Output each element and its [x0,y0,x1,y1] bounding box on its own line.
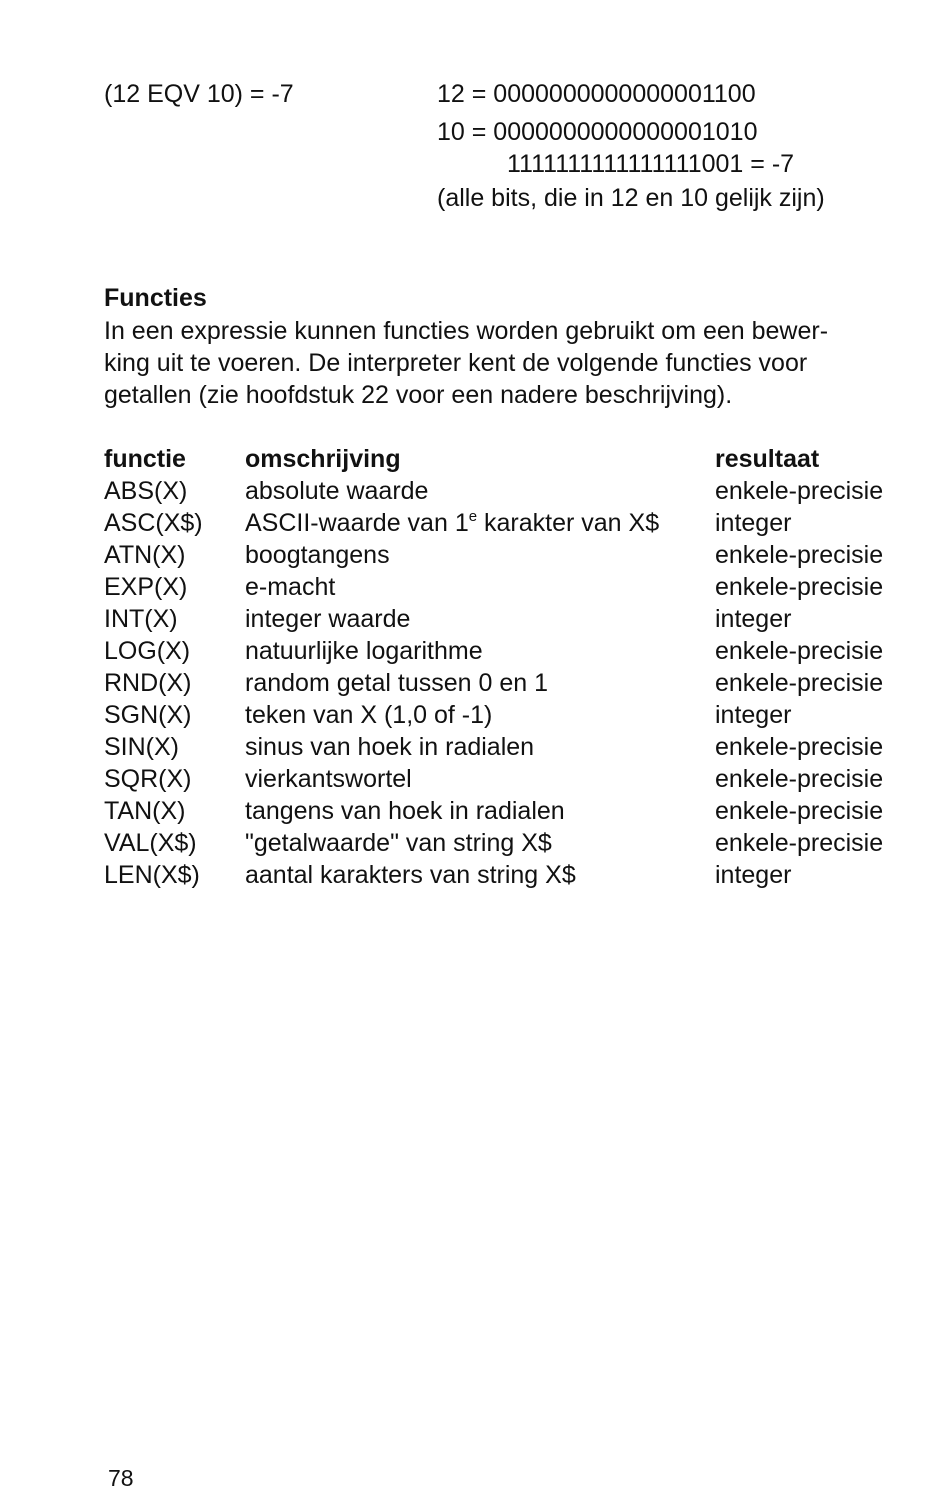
function-name: SIN(X) [104,733,179,761]
header-omschrijving: omschrijving [245,445,401,473]
function-name: ATN(X) [104,541,186,569]
function-result: enkele-precisie [715,669,884,697]
function-description: aantal karakters van string X$ [245,861,576,889]
function-name: INT(X) [104,605,178,633]
table-row [104,731,935,763]
header-functie: functie [104,445,186,473]
function-result: enkele-precisie [715,733,884,761]
binary-row-12: 12 = 0000000000000001100 [437,80,756,108]
description-text: ASCII-waarde van 1 [245,509,469,537]
section-paragraph [104,315,934,411]
paragraph-line: king uit te voeren. De interpreter kent de volgende functies voor [104,349,808,377]
function-description: teken van X (1,0 of -1) [245,701,493,729]
function-name: EXP(X) [104,573,188,601]
table-row [104,539,935,571]
table-row [104,475,935,507]
function-result: integer [715,605,792,633]
table-row [104,507,935,539]
function-description: e-macht [245,573,336,601]
paragraph-line: In een expressie kunnen functies worden gebruikt om een bewer- [104,317,829,345]
function-name: SGN(X) [104,701,192,729]
eqv-note: (alle bits, die in 12 en 10 gelijk zijn) [437,184,825,212]
table-row [104,571,935,603]
function-name: SQR(X) [104,765,192,793]
function-result: enkele-precisie [715,829,884,857]
function-description: absolute waarde [245,477,429,505]
function-name: TAN(X) [104,797,186,825]
table-row [104,635,935,667]
binary-row-result: 1111111111111111001 = -7 [507,150,795,178]
table-row [104,699,935,731]
function-description [245,507,715,539]
section-heading: Functies [104,284,207,312]
eqv-expression: (12 EQV 10) = -7 [104,80,294,108]
function-description: vierkantswortel [245,765,412,793]
function-description: sinus van hoek in radialen [245,733,535,761]
function-result: enkele-precisie [715,573,884,601]
function-name: LOG(X) [104,637,191,665]
description-text: karakter van X$ [477,509,660,537]
function-description: tangens van hoek in radialen [245,797,565,825]
superscript: e [468,507,478,525]
table-row [104,603,935,635]
binary-row-10: 10 = 0000000000000001010 [437,118,758,146]
function-result: enkele-precisie [715,637,884,665]
function-description: natuurlijke logarithme [245,637,483,665]
function-name: VAL(X$) [104,829,197,857]
function-table [104,443,935,891]
table-row [104,795,935,827]
table-row [104,827,935,859]
function-result: integer [715,701,792,729]
table-header-row [104,443,935,475]
function-description: random getal tussen 0 en 1 [245,669,548,697]
function-name: ABS(X) [104,477,188,505]
table-row [104,667,935,699]
header-resultaat: resultaat [715,445,820,473]
function-result: enkele-precisie [715,477,884,505]
table-row [104,763,935,795]
function-description: boogtangens [245,541,390,569]
function-name: LEN(X$) [104,861,200,889]
function-description: integer waarde [245,605,411,633]
function-result: enkele-precisie [715,541,884,569]
table-row [104,859,935,891]
page-number: 78 [108,1465,134,1491]
function-result: integer [715,509,792,537]
function-name: ASC(X$) [104,509,203,537]
function-result: enkele-precisie [715,765,884,793]
function-name: RND(X) [104,669,192,697]
function-result: integer [715,861,792,889]
function-result: enkele-precisie [715,797,884,825]
function-description: "getalwaarde" van string X$ [245,829,552,857]
paragraph-line: getallen (zie hoofdstuk 22 voor een nadere beschrijving). [104,381,733,409]
